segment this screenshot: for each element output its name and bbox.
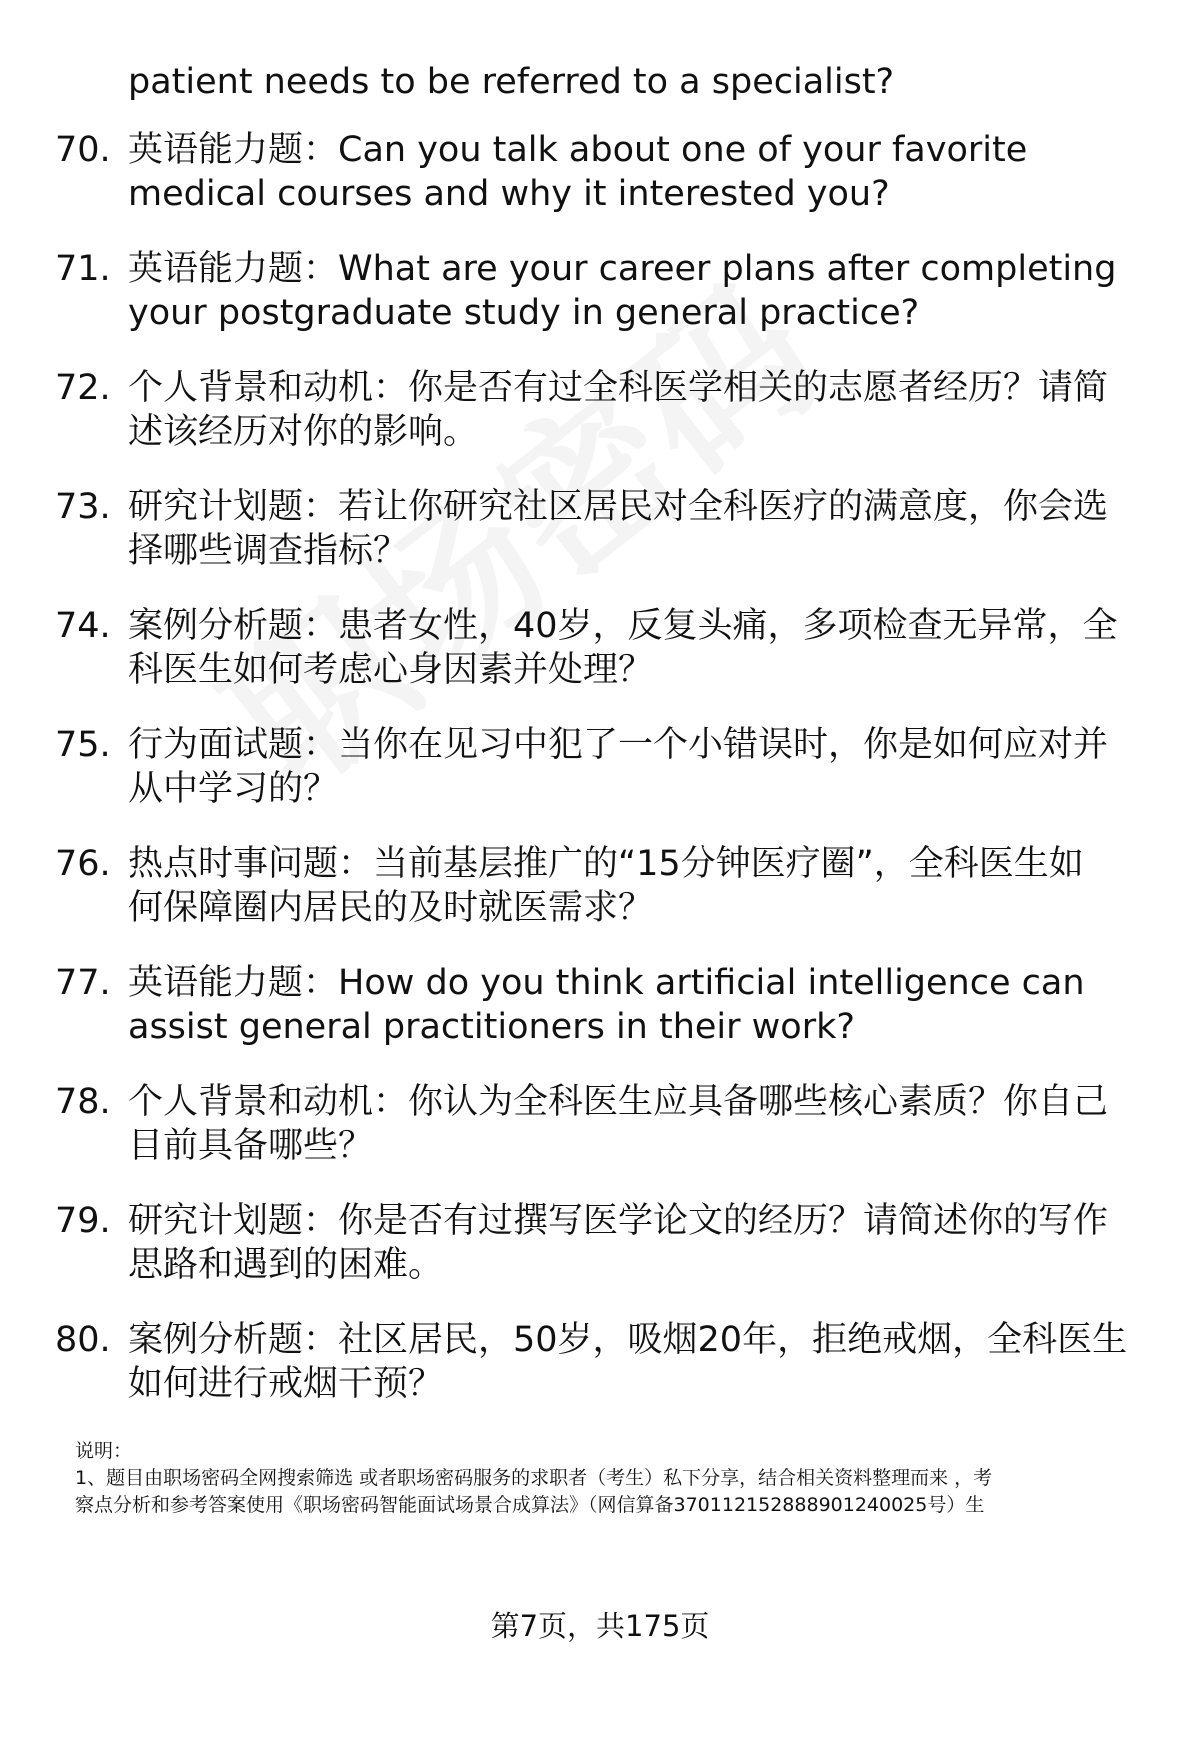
question-number: 79. — [55, 1201, 111, 1241]
question-number: 77. — [55, 963, 111, 1003]
question-text-line: 从中学习的？ — [128, 769, 339, 809]
question-text-line: 研究计划题：若让你研究社区居民对全科医疗的满意度，你会选 — [128, 487, 1109, 527]
question-text-line: 案例分析题：患者女性，40岁，反复头痛，多项检查无异常，全 — [128, 606, 1118, 646]
question-text-line: 如何进行戒烟干预？ — [128, 1364, 444, 1404]
question-text-line: 个人背景和动机：你是否有过全科医学相关的志愿者经历？请简 — [128, 368, 1109, 408]
question-number: 72. — [55, 368, 111, 408]
question-text-line: 行为面试题：当你在见习中犯了一个小错误时，你是如何应对并 — [128, 725, 1109, 765]
question-text-line: 热点时事问题：当前基层推广的“15分钟医疗圈”，全科医生如 — [128, 844, 1084, 884]
notes-label: 说明： — [75, 1440, 133, 1462]
notes-line-2: 察点分析和参考答案使用《职场密码智能面试场景合成算法》（网信算备370112152888901240025号）生 — [75, 1494, 985, 1516]
question-number: 76. — [55, 844, 111, 884]
question-text-line: 英语能力题：Can you talk about one of your favorite — [128, 130, 1028, 170]
question-number: 75. — [55, 725, 111, 765]
question-text-line: 思路和遇到的困难。 — [128, 1245, 444, 1285]
question-number: 80. — [55, 1320, 111, 1360]
question-text-line: 个人背景和动机：你认为全科医生应具备哪些核心素质？你自己 — [128, 1082, 1109, 1122]
question-number: 73. — [55, 487, 111, 527]
question-text-line: 英语能力题：What are your career plans after completing — [128, 249, 1117, 289]
question-text-line: 科医生如何考虑心身因素并处理？ — [128, 650, 654, 690]
question-number: 78. — [55, 1082, 111, 1122]
notes-line-1: 1、题目由职场密码全网搜索筛选 或者职场密码服务的求职者（考生）私下分享，结合相关资料整理而来 ，考 — [75, 1467, 993, 1489]
question-text-line: your postgraduate study in general practice? — [128, 293, 920, 333]
question-text-line: 目前具备哪些？ — [128, 1126, 374, 1166]
question-number: 70. — [55, 130, 111, 170]
question-text-line: 何保障圈内居民的及时就医需求？ — [128, 888, 654, 928]
question-text-line: 研究计划题：你是否有过撰写医学论文的经历？请简述你的写作 — [128, 1201, 1109, 1241]
question-text-line: 英语能力题：How do you think artificial intelligence can — [128, 963, 1085, 1003]
question-number: 71. — [55, 249, 111, 289]
question-text-line: 择哪些调查指标？ — [128, 531, 409, 571]
question-text-line: 述该经历对你的影响。 — [128, 412, 479, 452]
question-text-line: medical courses and why it interested you? — [128, 174, 890, 214]
question-text-line: 案例分析题：社区居民，50岁，吸烟20年，拒绝戒烟，全科医生 — [128, 1320, 1128, 1360]
question-text-line: assist general practitioners in their work? — [128, 1007, 855, 1047]
question-number: 74. — [55, 606, 111, 646]
continued-question-line: patient needs to be referred to a specialist? — [128, 62, 895, 102]
page-footer: 第7页，共175页 — [490, 1609, 710, 1643]
